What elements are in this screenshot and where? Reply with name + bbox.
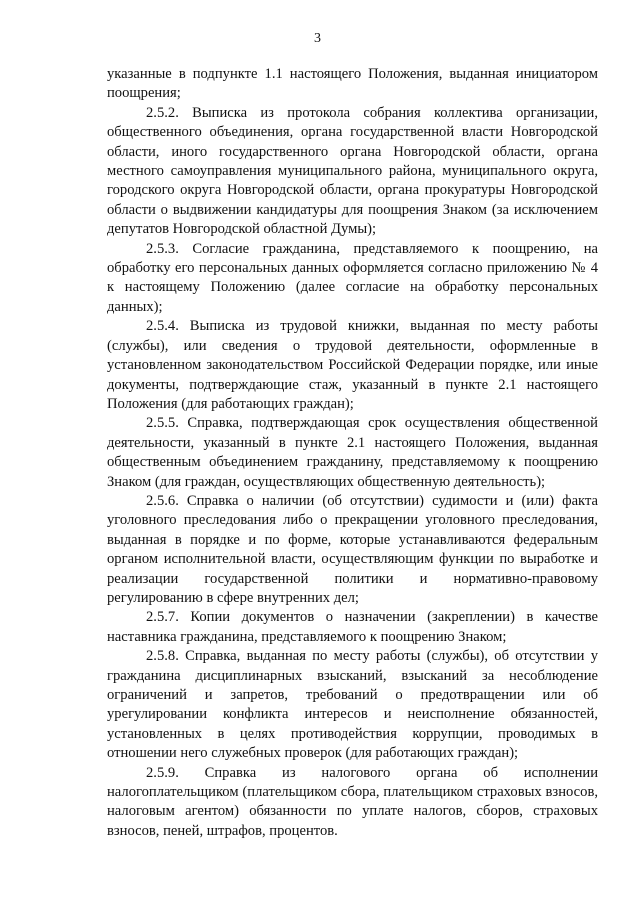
paragraph-2-5-9: 2.5.9. Справка из налогового органа об исполнении налогоплательщиком (плательщиком сбора, плательщиком страховых взносов, налоговым агентом) обязанности по уплате налогов, сборов, страховых взносов, пеней, штрафов, процентов.	[107, 764, 598, 839]
document-body	[107, 65, 598, 841]
paragraph-2-5-5: 2.5.5. Справка, подтверждающая срок осуществления общественной деятельности, указанный в пункте 2.1 настоящего Положения, выданная общественным объединением гражданину, представляемому к поощрению Знаком (для граждан, осуществляющих общественную деятельность);	[107, 415, 598, 490]
page-number: 3	[314, 31, 321, 46]
paragraph-2-5-6: 2.5.6. Справка о наличии (об отсутствии) судимости и (или) факта уголовного преследования либо о прекращении уголовного преследования, выданная в порядке и по форме, которые устанавливаются федеральным органом исполнительной власти, осуществляющим функции по выработке и реализации государственной политики и нормативно-правовому регулированию в сфере внутренних дел;	[107, 492, 598, 606]
paragraph-2-5-8: 2.5.8. Справка, выданная по месту работы (службы), об отсутствии у гражданина дисциплинарных взысканий, взысканий за несоблюдение ограничений и запретов, требований о предотвращении или об урегулировании конфликта интересов и неисполнение обязанностей, установленных в целях противодействия коррупции, проводимых в отношении него служебных проверок (для работающих граждан);	[107, 648, 598, 762]
paragraph-2-5-4: 2.5.4. Выписка из трудовой книжки, выданная по месту работы (службы), или сведения о трудовой деятельности, оформленные в установленном законодательством Российской Федерации порядке, или иные документы, подтверждающие стаж, указанный в пункте 2.1 настоящего Положения (для работающих граждан);	[107, 318, 598, 412]
paragraph-2-5-3: 2.5.3. Согласие гражданина, представляемого к поощрению, на обработку его персональных данных оформляется согласно приложению № 4 к настоящему Положению (далее согласие на обработку персональных данных);	[107, 240, 598, 315]
paragraph-2-5-7: 2.5.7. Копии документов о назначении (закреплении) в качестве наставника гражданина, представляемого к поощрению Знаком;	[107, 609, 598, 645]
paragraph-2-5-2: 2.5.2. Выписка из протокола собрания коллектива организации, общественного объединения, органа государственной власти Новгородской области, иного государственного органа Новгородской области, органа местного самоуправления муниципального района, муниципального округа, городского округа Новгородской области, органа прокуратуры Новгородской области о выдвижении кандидатуры для поощрения Знаком (за исключением депутатов Новгородской областной Думы);	[107, 104, 598, 238]
paragraph-continuation: указанные в подпункте 1.1 настоящего Положения, выданная инициатором поощрения;	[107, 66, 598, 102]
